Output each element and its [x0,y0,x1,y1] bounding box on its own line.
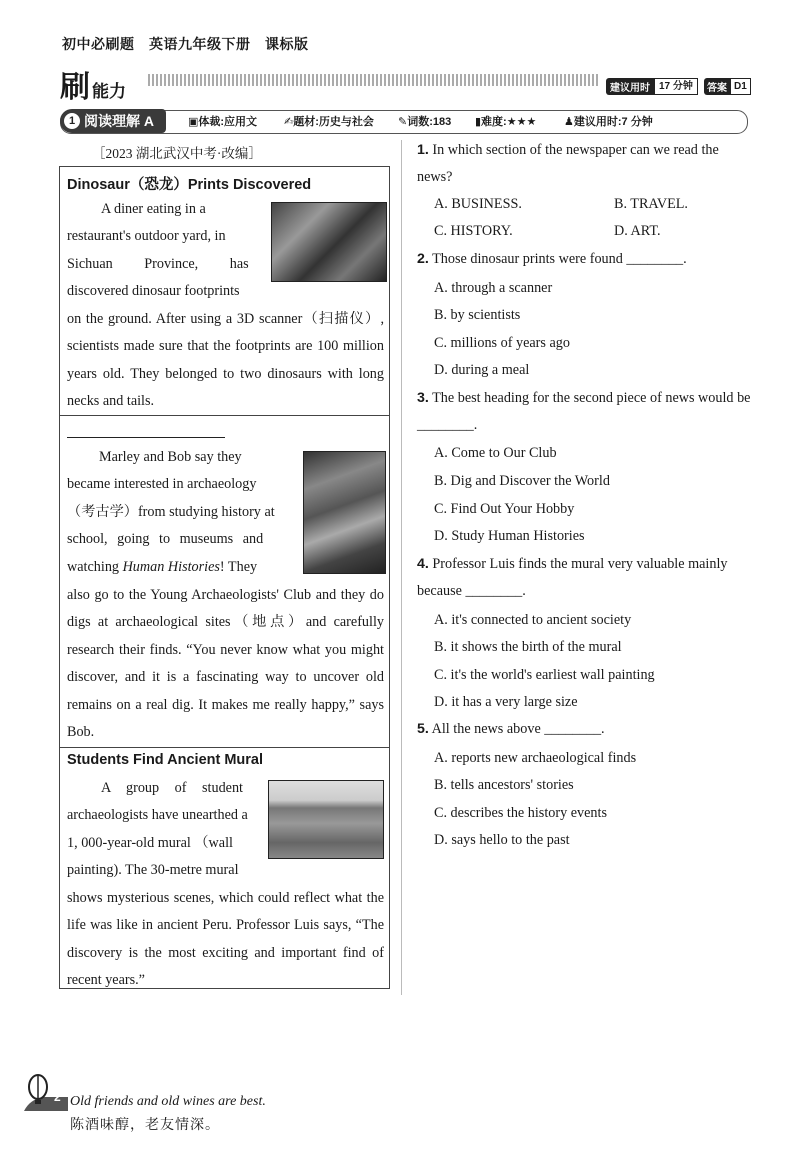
meta-difficulty: ▮难度:★★★ [475,116,537,128]
article2-line: school, going to museums and [67,531,264,547]
q3-option-a[interactable]: A. Come to Our Club [434,445,557,461]
q1-option-c[interactable]: C. HISTORY. [434,223,513,239]
heading-blank [67,437,225,438]
source-label: ［2023 湖北武汉中考·改编］ [92,146,262,161]
time-value: 17 分钟 [654,78,698,95]
article2-line5 [67,554,293,581]
question-1 [417,137,751,192]
archaeology-dig-photo [303,451,386,574]
article1-line: discovered dinosaur footprints [67,283,240,299]
section-title-text: 阅读理解 A [84,113,154,129]
section-title [60,109,166,133]
question-number: 2. [417,251,429,267]
column-separator [401,140,402,995]
article3-body: shows mysterious scenes, which could reflect what the life was like in ancient Peru. Professor Luis says, “The discovery is the most exciting and important find of recent years.” [67,890,384,989]
question-stem: All the news above ________. [431,721,605,737]
answer-page: D1 [730,78,751,95]
question-number: 4. [417,556,429,572]
dinosaur-footprints-photo [271,202,387,282]
meta-genre: ▣体裁:应用文 [188,116,258,128]
section-number: 1 [64,113,80,129]
tv-show-title: Human Histories [122,559,220,575]
q5-option-c[interactable]: C. describes the history events [434,805,607,821]
brand-main: 刷 [60,71,90,104]
brand-logo [60,62,126,106]
quote-chinese: 陈酒味醇，老友情深。 [70,1118,220,1133]
article1-title: Dinosaur（恐龙）Prints Discovered [67,177,312,193]
q2-option-b[interactable]: B. by scientists [434,307,521,323]
q2-option-a[interactable]: A. through a scanner [434,280,553,296]
question-number: 3. [417,390,429,406]
article3-title: Students Find Ancient Mural [67,752,264,768]
question-stem: Professor Luis finds the mural very valuable mainly because ________. [417,556,728,600]
answer-badge[interactable] [704,77,751,95]
q3-option-c[interactable]: C. Find Out Your Hobby [434,501,575,517]
q1-option-a[interactable]: A. BUSINESS. [434,196,522,212]
article2-line: （考古学）from studying history at [67,504,275,520]
brand-sub: 能力 [92,82,126,101]
page-number: 2 [54,1090,61,1104]
answer-label: 答案 [704,78,730,95]
question-stem: In which section of the newspaper can we read the news? [417,142,719,186]
q5-option-d[interactable]: D. says hello to the past [434,832,570,848]
question-3 [417,385,751,440]
q4-option-a[interactable]: A. it's connected to ancient society [434,612,632,628]
q2-option-c[interactable]: C. millions of years ago [434,335,570,351]
question-5 [417,716,751,743]
article3-line: A group of student [101,780,244,796]
quote-english: Old friends and old wines are best. [70,1094,266,1109]
q4-option-c[interactable]: C. it's the world's earliest wall painting [434,667,655,683]
question-4 [417,551,751,606]
q3-option-b[interactable]: B. Dig and Discover the World [434,473,610,489]
meta-topic: ✍题材:历史与社会 [284,116,374,128]
question-2 [417,246,751,273]
q1-option-d[interactable]: D. ART. [614,223,661,239]
q4-option-b[interactable]: B. it shows the birth of the mural [434,639,622,655]
article2-line: became interested in archaeology [67,476,257,492]
q5-option-b[interactable]: B. tells ancestors' stories [434,777,574,793]
meta-words: ✎词数:183 [398,116,452,128]
article-divider [59,747,390,748]
article2-body: also go to the Young Archaeologists' Club and they do digs at archaeological sites（地点）and carefully research their finds. “You never know what you might discover, and it is a fascinating way to uncover old remains on a real dig. It makes me really happy,” says Bob. [67,587,384,741]
q3-option-d[interactable]: D. Study Human Histories [434,528,585,544]
question-number: 1. [417,142,429,158]
question-number: 5. [417,721,429,737]
article3-line: 1, 000-year-old mural （wall [67,835,233,851]
q1-option-b[interactable]: B. TRAVEL. [614,196,688,212]
time-label: 建议用时 [606,78,654,95]
q2-option-d[interactable]: D. during a meal [434,362,530,378]
article1-line: A diner eating in a [101,201,206,217]
article3-line: archaeologists have unearthed a [67,807,248,823]
article2-line: Marley and Bob say they [99,449,242,465]
article2-line5-pre: watching [67,559,123,575]
suggested-time-badge [606,77,698,95]
book-title: 初中必刷题 英语九年级下册 课标版 [62,36,309,52]
question-stem: Those dinosaur prints were found ________. [432,251,687,267]
article2-line5-post: ! They [219,559,258,575]
question-stem: The best heading for the second piece of news would be ________. [417,390,751,434]
q5-option-a[interactable]: A. reports new archaeological finds [434,750,637,766]
article1-body: on the ground. After using a 3D scanner（扫描仪）, scientists made sure that the footprints are 100 million years old. They belonged to two dinosaurs with long necks and tails. [67,311,384,410]
q4-option-d[interactable]: D. it has a very large size [434,694,578,710]
article1-line: restaurant's outdoor yard, in [67,228,226,244]
decorative-stripe [148,74,598,86]
article3-line: painting). The 30-metre mural [67,862,239,878]
ancient-mural-photo [268,780,384,859]
meta-suggested-time: ♟建议用时:7 分钟 [564,116,653,128]
article1-line: Sichuan Province, has [67,256,249,272]
